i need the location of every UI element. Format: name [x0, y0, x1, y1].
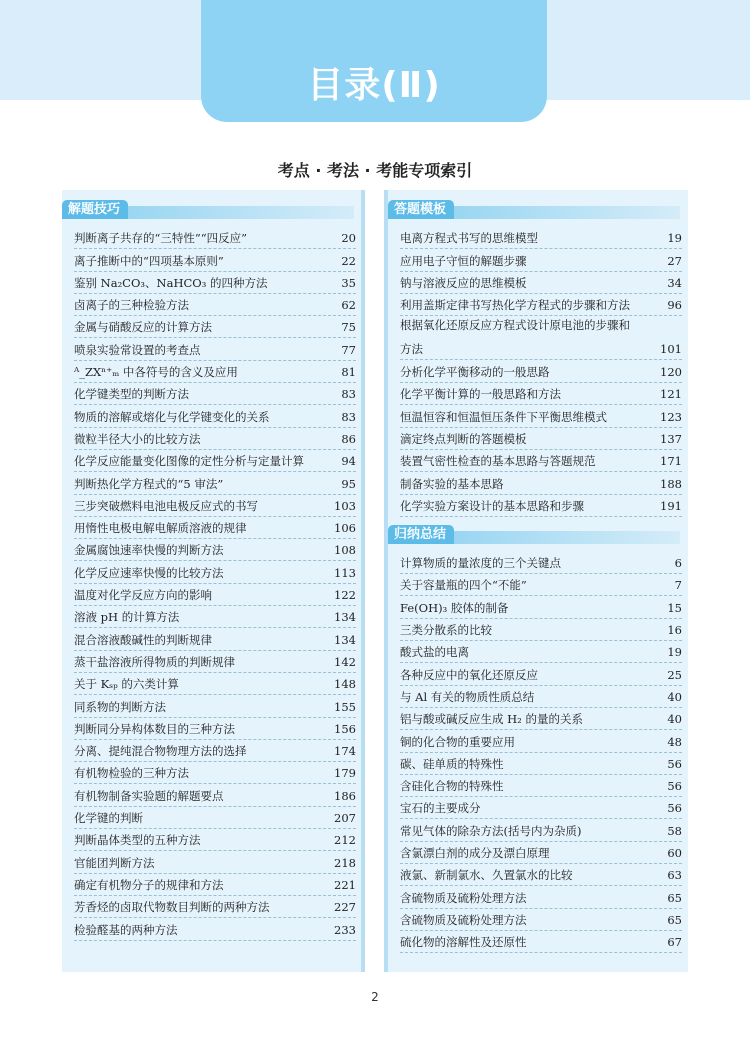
toc-entry-title: 喷泉实验常设置的考查点	[74, 342, 201, 357]
toc-entry-title: 化学反应能量变化图像的定性分析与定量计算	[74, 454, 304, 469]
toc-entry-page: 40	[667, 712, 682, 727]
toc-entry-title: 三步突破燃料电池电极反应式的书写	[74, 498, 258, 513]
toc-entry[interactable]	[74, 874, 356, 896]
toc-entry-title: 确定有机物分子的规律和方法	[74, 877, 224, 892]
toc-entry[interactable]	[74, 272, 356, 294]
toc-entry[interactable]	[74, 651, 356, 673]
toc-entry-title-cont: 方法	[400, 342, 423, 357]
toc-entry-page: 103	[334, 498, 356, 513]
toc-entry-page: 108	[334, 543, 356, 558]
toc-entry-title: 三类分散系的比较	[400, 623, 492, 638]
toc-entry-title: 鉴别 Na₂CO₃、NaHCO₃ 的四种方法	[74, 275, 268, 290]
toc-entry-title: ᴬ_ZXⁿ⁺ₘ 中各符号的含义及应用	[74, 365, 238, 380]
toc-entry[interactable]	[400, 775, 682, 797]
toc-entry-title: 含硫物质及硫粉处理方法	[400, 890, 527, 905]
toc-entry[interactable]	[74, 807, 356, 829]
toc-entry-title: 含硅化合物的特殊性	[400, 779, 504, 794]
toc-entry-page: 142	[334, 654, 356, 669]
toc-entry[interactable]	[74, 472, 356, 494]
section-header-bar	[128, 206, 354, 219]
toc-entry-page: 121	[660, 387, 682, 402]
toc-entry[interactable]	[400, 797, 682, 819]
toc-entry[interactable]	[400, 316, 682, 360]
toc-entry-page: 62	[341, 298, 356, 313]
toc-entry-title: 判断离子共存的“三特性”“四反应”	[74, 231, 248, 246]
toc-entry-title: 碳、硅单质的特殊性	[400, 756, 504, 771]
toc-entry[interactable]	[400, 663, 682, 685]
toc-entry[interactable]	[400, 597, 682, 619]
toc-entry[interactable]	[74, 584, 356, 606]
toc-entry[interactable]	[74, 628, 356, 650]
toc-entry-title: 酸式盐的电离	[400, 645, 469, 660]
toc-entry-title: 检验醛基的两种方法	[74, 922, 178, 937]
toc-entry-page: 171	[660, 454, 682, 469]
toc-entry[interactable]	[400, 294, 682, 316]
section-label: 解题技巧	[62, 200, 128, 219]
toc-entry-page: 25	[667, 667, 682, 682]
toc-entry[interactable]	[400, 272, 682, 294]
toc-entry-title: 利用盖斯定律书写热化学方程式的步骤和方法	[400, 298, 630, 313]
toc-entry[interactable]	[400, 686, 682, 708]
toc-entry[interactable]	[74, 785, 356, 807]
toc-entry-title: 金属与硝酸反应的计算方法	[74, 320, 212, 335]
toc-entry[interactable]	[74, 316, 356, 338]
toc-entry-title: Fe(OH)₃ 胶体的制备	[400, 600, 509, 615]
toc-entry-page: 148	[334, 677, 356, 692]
section-header-guina	[388, 525, 680, 544]
toc-entry[interactable]	[400, 753, 682, 775]
toc-entry[interactable]	[74, 562, 356, 584]
toc-entry-title: 分离、提纯混合物物理方法的选择	[74, 744, 247, 759]
toc-entry[interactable]	[74, 361, 356, 383]
toc-entry-page: 179	[334, 766, 356, 781]
toc-entry-title: 液氯、新制氯水、久置氯水的比较	[400, 868, 573, 883]
toc-entry[interactable]	[400, 864, 682, 886]
section-label: 归纳总结	[388, 525, 454, 544]
toc-entry-page: 134	[334, 610, 356, 625]
toc-entry-page: 134	[334, 632, 356, 647]
toc-entry[interactable]	[74, 851, 356, 873]
toc-entry-title: 化学实验方案设计的基本思路和步骤	[400, 498, 584, 513]
toc-entry-page: 188	[660, 476, 682, 491]
toc-entry-title: 宝石的主要成分	[400, 801, 481, 816]
toc-entry-page: 221	[334, 877, 356, 892]
toc-entry-page: 227	[334, 900, 356, 915]
toc-entry-title: 硫化物的溶解性及还原性	[400, 935, 527, 950]
toc-entry-page: 6	[674, 556, 682, 571]
toc-entry[interactable]	[400, 886, 682, 908]
toc-entry-title: 蒸干盐溶液所得物质的判断规律	[74, 654, 235, 669]
toc-entry-page: 174	[334, 744, 356, 759]
toc-entry[interactable]	[400, 641, 682, 663]
toc-entry-title: 离子推断中的“四项基本原则”	[74, 253, 224, 268]
toc-entry-page: 122	[334, 588, 356, 603]
toc-entry-page: 40	[667, 689, 682, 704]
toc-entry-title: 有机物制备实验题的解题要点	[74, 788, 224, 803]
toc-entry-title: 微粒半径大小的比较方法	[74, 431, 201, 446]
toc-entry-page: 35	[341, 275, 356, 290]
toc-entry-title: 化学平衡计算的一般思路和方法	[400, 387, 561, 402]
toc-entry-page: 56	[667, 801, 682, 816]
toc-entry-title: 制备实验的基本思路	[400, 476, 504, 491]
toc-entry-page: 218	[334, 855, 356, 870]
toc-entry[interactable]	[400, 227, 682, 249]
toc-entry-page: 86	[341, 431, 356, 446]
toc-entry-page: 207	[334, 811, 356, 826]
toc-entry-title: 计算物质的量浓度的三个关键点	[400, 556, 561, 571]
toc-entry-title: 常见气体的除杂方法(括号内为杂质)	[400, 823, 582, 838]
toc-entry-page: 20	[341, 231, 356, 246]
toc-entry-page: 65	[667, 912, 682, 927]
page-number: 2	[371, 990, 379, 1004]
toc-entry-page: 81	[341, 365, 356, 380]
toc-entry-title: 钠与溶液反应的思维模板	[400, 275, 527, 290]
toc-entry[interactable]	[400, 909, 682, 931]
toc-entry-title: 关于容量瓶的四个“不能”	[400, 578, 527, 593]
toc-entry[interactable]	[400, 450, 682, 472]
toc-entry-page: 19	[667, 645, 682, 660]
toc-entry[interactable]	[400, 708, 682, 730]
toc-entry[interactable]	[74, 249, 356, 271]
toc-entry[interactable]	[74, 695, 356, 717]
toc-entry[interactable]	[400, 842, 682, 864]
toc-entry[interactable]	[74, 762, 356, 784]
toc-entry-page: 94	[341, 454, 356, 469]
toc-entry-title: 电离方程式书写的思维模型	[400, 231, 538, 246]
section-header-bar	[454, 206, 680, 219]
toc-entry-title: 同系物的判断方法	[74, 699, 166, 714]
toc-entry[interactable]	[400, 361, 682, 383]
toc-entry-title: 根据氧化还原反应方程式设计原电池的步骤和	[400, 318, 630, 333]
toc-entry-page: 34	[667, 275, 682, 290]
toc-entry[interactable]	[74, 673, 356, 695]
toc-entry[interactable]	[400, 495, 682, 517]
section-label: 答题模板	[388, 200, 454, 219]
toc-entry-page: 137	[660, 431, 682, 446]
toc-entry[interactable]	[400, 428, 682, 450]
toc-entry[interactable]	[400, 619, 682, 641]
toc-entry-page: 15	[667, 600, 682, 615]
toc-entry-page: 60	[667, 846, 682, 861]
toc-entry-title: 化学键的判断	[74, 811, 143, 826]
page-subtitle: 考点 · 考法 · 考能专项索引	[277, 161, 473, 180]
toc-entry[interactable]	[400, 405, 682, 427]
toc-entry[interactable]	[74, 428, 356, 450]
toc-entry-page: 58	[667, 823, 682, 838]
toc-entry-title: 滴定终点判断的答题模板	[400, 431, 527, 446]
toc-entry-title: 化学反应速率快慢的比较方法	[74, 565, 224, 580]
toc-entry[interactable]	[74, 383, 356, 405]
toc-entry-title: 判断晶体类型的五种方法	[74, 833, 201, 848]
toc-entry-page: 123	[660, 409, 682, 424]
toc-entry-page: 27	[667, 253, 682, 268]
toc-entry-page: 22	[341, 253, 356, 268]
toc-entry-title: 温度对化学反应方向的影响	[74, 588, 212, 603]
toc-entry-title: 关于 Kₛₚ 的六类计算	[74, 677, 179, 692]
toc-entry-page: 233	[334, 922, 356, 937]
toc-entry-page: 56	[667, 756, 682, 771]
toc-entry[interactable]	[400, 552, 682, 574]
toc-entry-title: 各种反应中的氧化还原反应	[400, 667, 538, 682]
toc-entry-page: 63	[667, 868, 682, 883]
toc-entry-page: 113	[334, 565, 356, 580]
toc-entry-title: 混合溶液酸碱性的判断规律	[74, 632, 212, 647]
toc-entry-title: 应用电子守恒的解题步骤	[400, 253, 527, 268]
toc-entry-page: 67	[667, 935, 682, 950]
toc-entry-page: 96	[667, 298, 682, 313]
toc-entry-page: 56	[667, 779, 682, 794]
toc-entry-page: 65	[667, 890, 682, 905]
toc-entry-title: 恒温恒容和恒温恒压条件下平衡思维模式	[400, 409, 607, 424]
section-header-bar	[454, 531, 680, 544]
toc-entry[interactable]	[74, 829, 356, 851]
toc-entry-page: 48	[667, 734, 682, 749]
toc-entry[interactable]	[74, 294, 356, 316]
toc-entry-title: 判断热化学方程式的“5 审法”	[74, 476, 224, 491]
toc-entry[interactable]	[400, 931, 682, 953]
toc-entry-title: 与 Al 有关的物质性质总结	[400, 689, 535, 704]
toc-entry-title: 金属腐蚀速率快慢的判断方法	[74, 543, 224, 558]
toc-entry-page: 156	[334, 721, 356, 736]
toc-entry-title: 分析化学平衡移动的一般思路	[400, 365, 550, 380]
toc-entry-title: 官能团判断方法	[74, 855, 155, 870]
toc-entry[interactable]	[74, 896, 356, 918]
toc-entry[interactable]	[400, 730, 682, 752]
section-header-jieti	[62, 200, 354, 219]
toc-entry-page: 83	[341, 387, 356, 402]
toc-entry-title: 判断同分异构体数目的三种方法	[74, 721, 235, 736]
toc-entry-title: 物质的溶解或熔化与化学键变化的关系	[74, 409, 270, 424]
toc-entry[interactable]	[74, 495, 356, 517]
toc-entry-page: 101	[660, 342, 682, 357]
toc-entry-page: 95	[341, 476, 356, 491]
toc-entry[interactable]	[74, 718, 356, 740]
toc-entry-page: 19	[667, 231, 682, 246]
toc-entry-title: 化学键类型的判断方法	[74, 387, 189, 402]
toc-entry[interactable]	[74, 517, 356, 539]
toc-entry[interactable]	[74, 918, 356, 940]
toc-entry-title: 芳香烃的卤取代物数目判断的两种方法	[74, 900, 270, 915]
toc-entry[interactable]	[74, 405, 356, 427]
toc-entry-page: 83	[341, 409, 356, 424]
toc-entry-title: 含硫物质及硫粉处理方法	[400, 912, 527, 927]
toc-entry[interactable]	[400, 820, 682, 842]
toc-entry[interactable]	[74, 539, 356, 561]
toc-entry-page: 106	[334, 521, 356, 536]
toc-entry-page: 212	[334, 833, 356, 848]
toc-entry-title: 有机物检验的三种方法	[74, 766, 189, 781]
toc-entry-page: 186	[334, 788, 356, 803]
toc-entry[interactable]	[74, 606, 356, 628]
toc-entry[interactable]	[74, 450, 356, 472]
toc-entry-page: 120	[660, 365, 682, 380]
toc-entry-page: 77	[341, 342, 356, 357]
toc-entry-page: 191	[660, 498, 682, 513]
toc-entry[interactable]	[400, 574, 682, 596]
toc-entry-title: 铜的化合物的重要应用	[400, 734, 515, 749]
section-header-dati	[388, 200, 680, 219]
toc-entry-title: 卤离子的三种检验方法	[74, 298, 189, 313]
toc-entry[interactable]	[74, 740, 356, 762]
toc-entry[interactable]	[74, 227, 356, 249]
toc-entry[interactable]	[74, 339, 356, 361]
page-title: 目录(Ⅱ)	[307, 65, 441, 106]
toc-entry-page: 7	[674, 578, 682, 593]
toc-entry-title: 用惰性电极电解电解质溶液的规律	[74, 521, 247, 536]
toc-entry-page: 155	[334, 699, 356, 714]
toc-entry-title: 铝与酸或碱反应生成 H₂ 的量的关系	[400, 712, 583, 727]
toc-entry[interactable]	[400, 249, 682, 271]
toc-entry-page: 16	[667, 623, 682, 638]
toc-entry[interactable]	[400, 472, 682, 494]
toc-entry-title: 装置气密性检查的基本思路与答题规范	[400, 454, 596, 469]
toc-entry-title: 溶液 pH 的计算方法	[74, 610, 180, 625]
toc-entry[interactable]	[400, 383, 682, 405]
toc-entry-title: 含氯漂白剂的成分及漂白原理	[400, 846, 550, 861]
toc-entry-page: 75	[341, 320, 356, 335]
